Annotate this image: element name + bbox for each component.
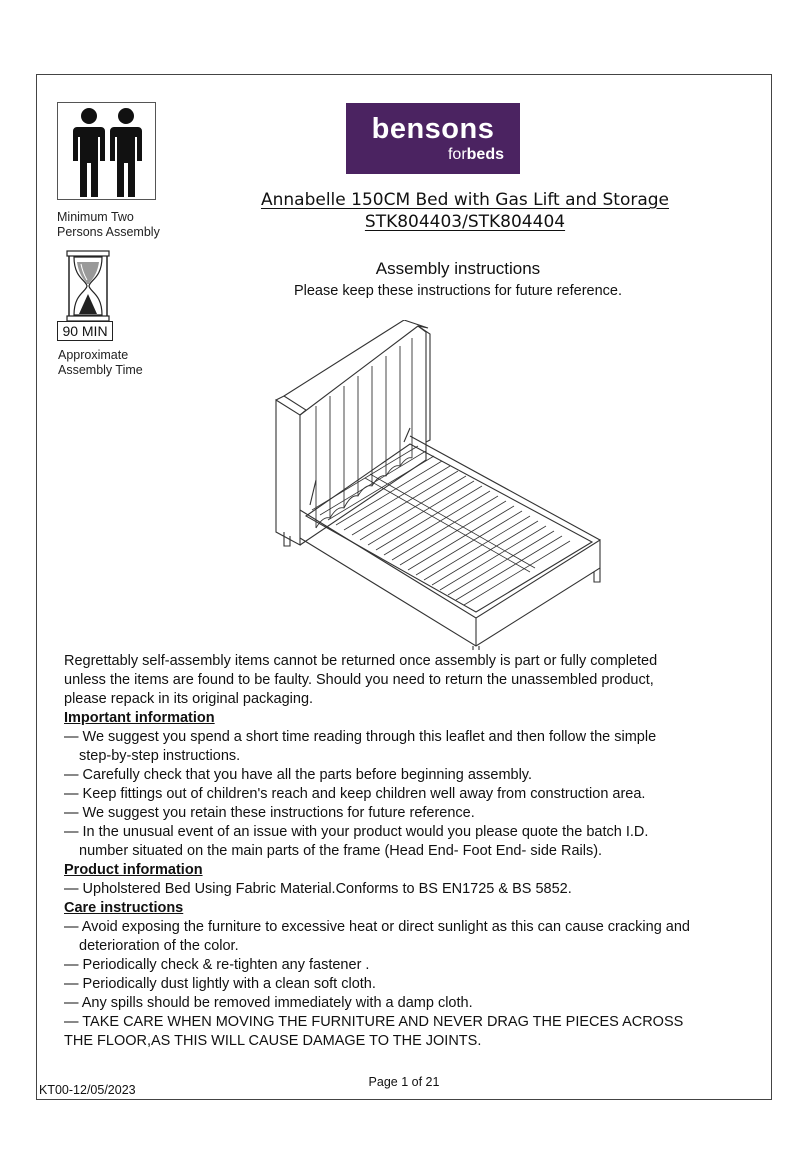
product-title: Annabelle 150CM Bed with Gas Lift and Storage [260,190,670,210]
bensons-logo: bensons forbeds [346,103,520,174]
time-value: 90 MIN [57,321,113,341]
hourglass-icon [57,250,119,323]
product-info-heading: Product information [64,862,203,878]
two-persons-icon [57,102,156,200]
time-label: Approximate Assembly Time [58,348,143,377]
subheading: Please keep these instructions for future reference. [293,283,623,299]
document-code: KT00-12/05/2023 [39,1083,136,1097]
important-heading: Important information [64,710,215,726]
bed-illustration [270,320,610,650]
page-number: Page 1 of 21 [368,1075,440,1089]
heading: Assembly instructions [375,259,541,278]
persons-label: Minimum Two Persons Assembly [57,210,160,239]
care-heading: Care instructions [64,900,184,916]
intro-text: Regrettably self-assembly items cannot be returned once assembly is part or fully completed unless the items are found to be faulty. Should you need to return the unassembled product, please repack in its original packaging. Important information — We suggest you spend a short time reading through this leaflet and then follow the simple step-by-step instructions. — Carefully check that you have all the parts before beginning assembly. — Keep fittings out of children's reach and keep children well away from construction area. — We suggest you retain these instructions for future reference. — In the unusual event of an issue with your product would you please quote the batch I.D. number situated on the main parts of the frame (Head End- Foot End- side Rails). Product information — Upholstered Bed Using Fabric Material.Conforms to BS EN1725 & BS 5852. Care instructions — Avoid exposing the furniture to excessive heat or direct sunlight as this can cause cracking and deterioration of the color. — Periodically check & re-tighten any fastener . — Periodically dust lightly with a clean soft cloth. — Any spills should be removed immediately with a damp cloth. — TAKE CARE WHEN MOVING THE FURNITURE AND NEVER DRAG THE PIECES ACROSS THE FLOOR,AS THIS WILL CAUSE DAMAGE TO THE JOINTS. [64,652,764,1051]
product-codes: STK804403/STK804404 [364,212,566,232]
